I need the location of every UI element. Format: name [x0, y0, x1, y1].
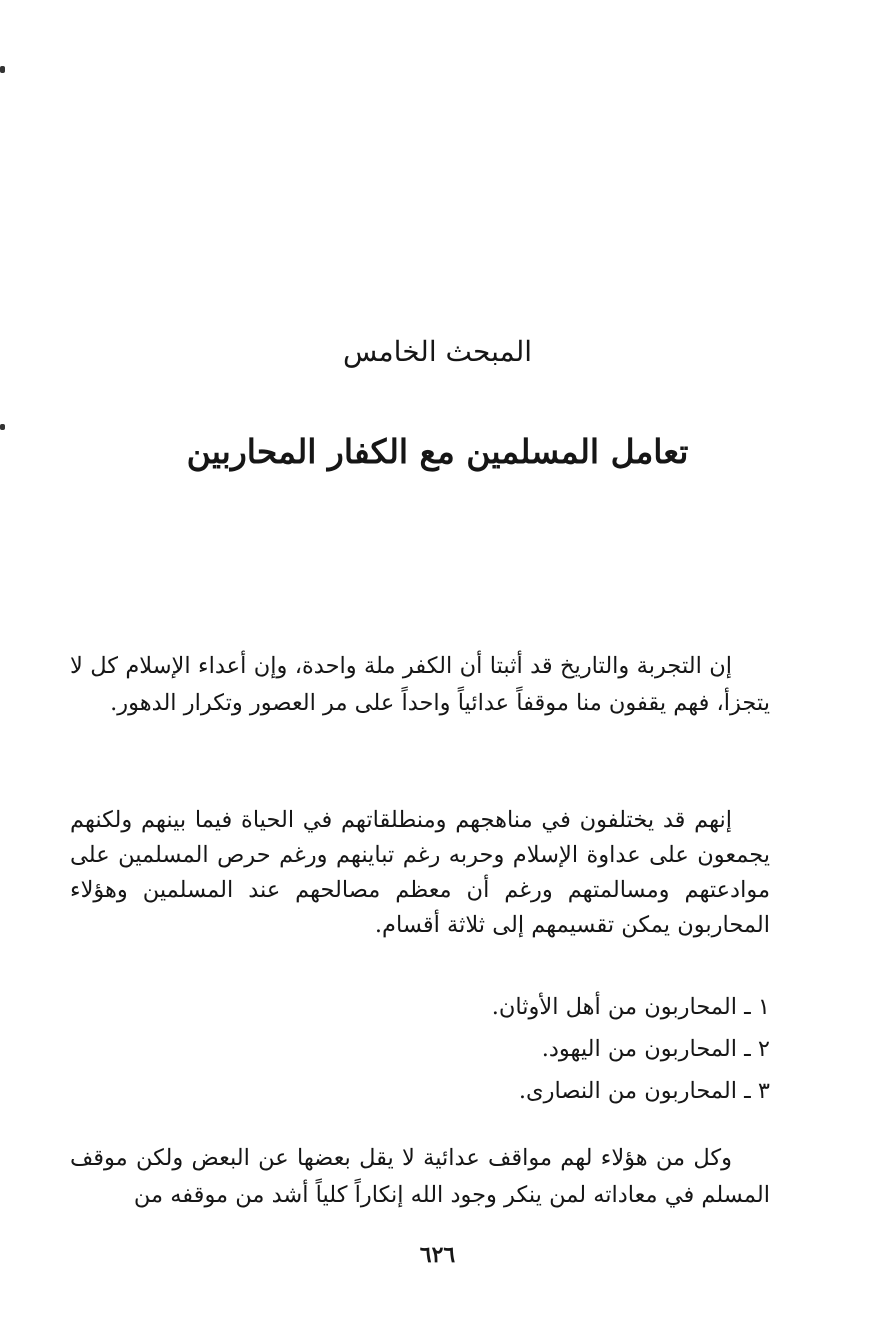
paragraph: إن التجربة والتاريخ قد أثبتا أن الكفر ملة واحدة، وإن أعداء الإسلام كل لا يتجزأ، فهم يقفون منا موقفاً عدائياً واحداً على مر العصور وتكرار الدهور. — [70, 653, 770, 716]
list-item: ٣ ـ المحاربون من النصارى. — [518, 1078, 770, 1104]
numbered-list — [70, 986, 770, 1112]
page-number: ٦٢٦ — [419, 1242, 456, 1268]
paragraph: وكل من هؤلاء لهم مواقف عدائية لا يقل بعضها عن البعض ولكن موقف المسلم في معاداته لمن ينكر وجود الله إنكاراً كلياً أشد من موقفه من — [70, 1145, 770, 1208]
section-title: تعامل المسلمين مع الكفار المحاربين — [186, 432, 689, 471]
section-label: المبحث الخامس — [342, 335, 533, 368]
list-item: ٢ ـ المحاربون من اليهود. — [541, 1036, 770, 1062]
list-item: ١ ـ المحاربون من أهل الأوثان. — [491, 994, 770, 1020]
scan-edge-mark — [0, 66, 5, 73]
paragraph: إنهم قد يختلفون في مناهجهم ومنطلقاتهم في الحياة فيما بينهم ولكنهم يجمعون على عداوة الإسلام وحربه رغم تباينهم ورغم حرص المسلمين على موادعتهم ومسالمتهم ورغم أن معظم مصالحهم عند المسلمين وهؤلاء المحاربون يمكن تقسيمهم إلى ثلاثة أقسام. — [70, 807, 770, 938]
